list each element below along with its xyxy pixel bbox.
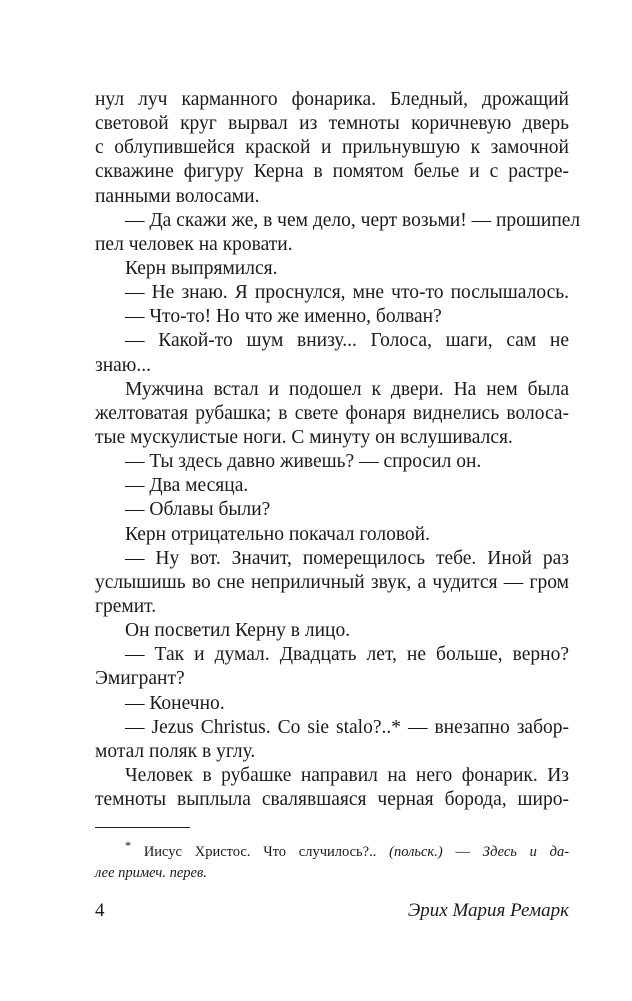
footnote-language: (польск.) (389, 843, 443, 860)
text-line: — Jezus Christus. Co sie stalo?..* — внезапно забор- (125, 716, 569, 738)
footnote (95, 836, 569, 884)
footnote-line (95, 836, 569, 863)
text-line: Керн выпрямился. (125, 257, 278, 279)
text-line: темноты выплыла свалявшаяся черная борода, широ- (95, 789, 569, 811)
text-line: световой круг вырвал из темноты коричневую дверь (95, 113, 569, 135)
text-line: Человек в рубашке направил на него фонарик. Из (125, 764, 569, 786)
footnote-line (95, 863, 569, 884)
footnote-dash: — (455, 843, 470, 860)
text-line: скважине фигуру Керна в помятом белье и с растре- (95, 161, 569, 183)
text-line: пел человек на кровати. (95, 233, 293, 255)
text-line: Мужчина встал и подошел к двери. На нем была (125, 378, 569, 400)
text-line: — Что-то! Но что же именно, болван? (125, 306, 442, 328)
text-line: — Ты здесь давно живешь? — спросил он. (125, 451, 482, 473)
text-line: с облупившейся краской и прильнувшую к замочной (95, 137, 569, 159)
text-line: Он посветил Керну в лицо. (125, 620, 351, 642)
text-line: — Да скажи же, в чем дело, черт возьми! — прошипел (125, 209, 581, 231)
text-line: знаю... (95, 354, 151, 376)
footnote-note-cont: лее примеч. перев. (95, 864, 207, 881)
footnote-translation: Иисус Христос. Что случилось?.. (143, 843, 377, 860)
text-line: нул луч карманного фонарика. Бледный, дрожащий (95, 89, 569, 110)
text-line: мотал поляк в углу. (95, 740, 256, 762)
body-text (95, 88, 581, 812)
text-line: — Не знаю. Я проснулся, мне что-то послышалось. (125, 282, 569, 304)
text-line: — Ну вот. Значит, померещилось тебе. Иной раз (125, 547, 569, 569)
page-number: 4 (95, 900, 105, 921)
text-line: — Конечно. (125, 692, 225, 714)
text-line: Эмигрант? (95, 668, 185, 690)
footnote-marker: * (125, 839, 132, 853)
text-line: панными волосами. (95, 185, 260, 207)
text-line: тые мускулистые ноги. С минуту он вслушивался. (95, 426, 513, 448)
text-line: Керн отрицательно покачал головой. (125, 523, 430, 545)
text-line: — Облавы были? (125, 499, 271, 521)
footnote-note: Здесь и да- (482, 843, 570, 860)
text-line: — Два месяца. (125, 475, 249, 497)
text-line: — Какой-то шум внизу... Голоса, шаги, сам не (125, 330, 569, 352)
text-line: гремит. (95, 595, 157, 617)
footnote-divider (95, 827, 190, 828)
text-line: услышишь во сне неприличный звук, а чудится — гром (95, 571, 569, 593)
text-line: — Так и думал. Двадцать лет, не больше, верно? (125, 644, 569, 666)
running-head: Эрих Мария Ремарк (407, 900, 569, 921)
text-line: желтоватая рубашка; в свете фонаря виднелись волоса- (95, 402, 569, 424)
